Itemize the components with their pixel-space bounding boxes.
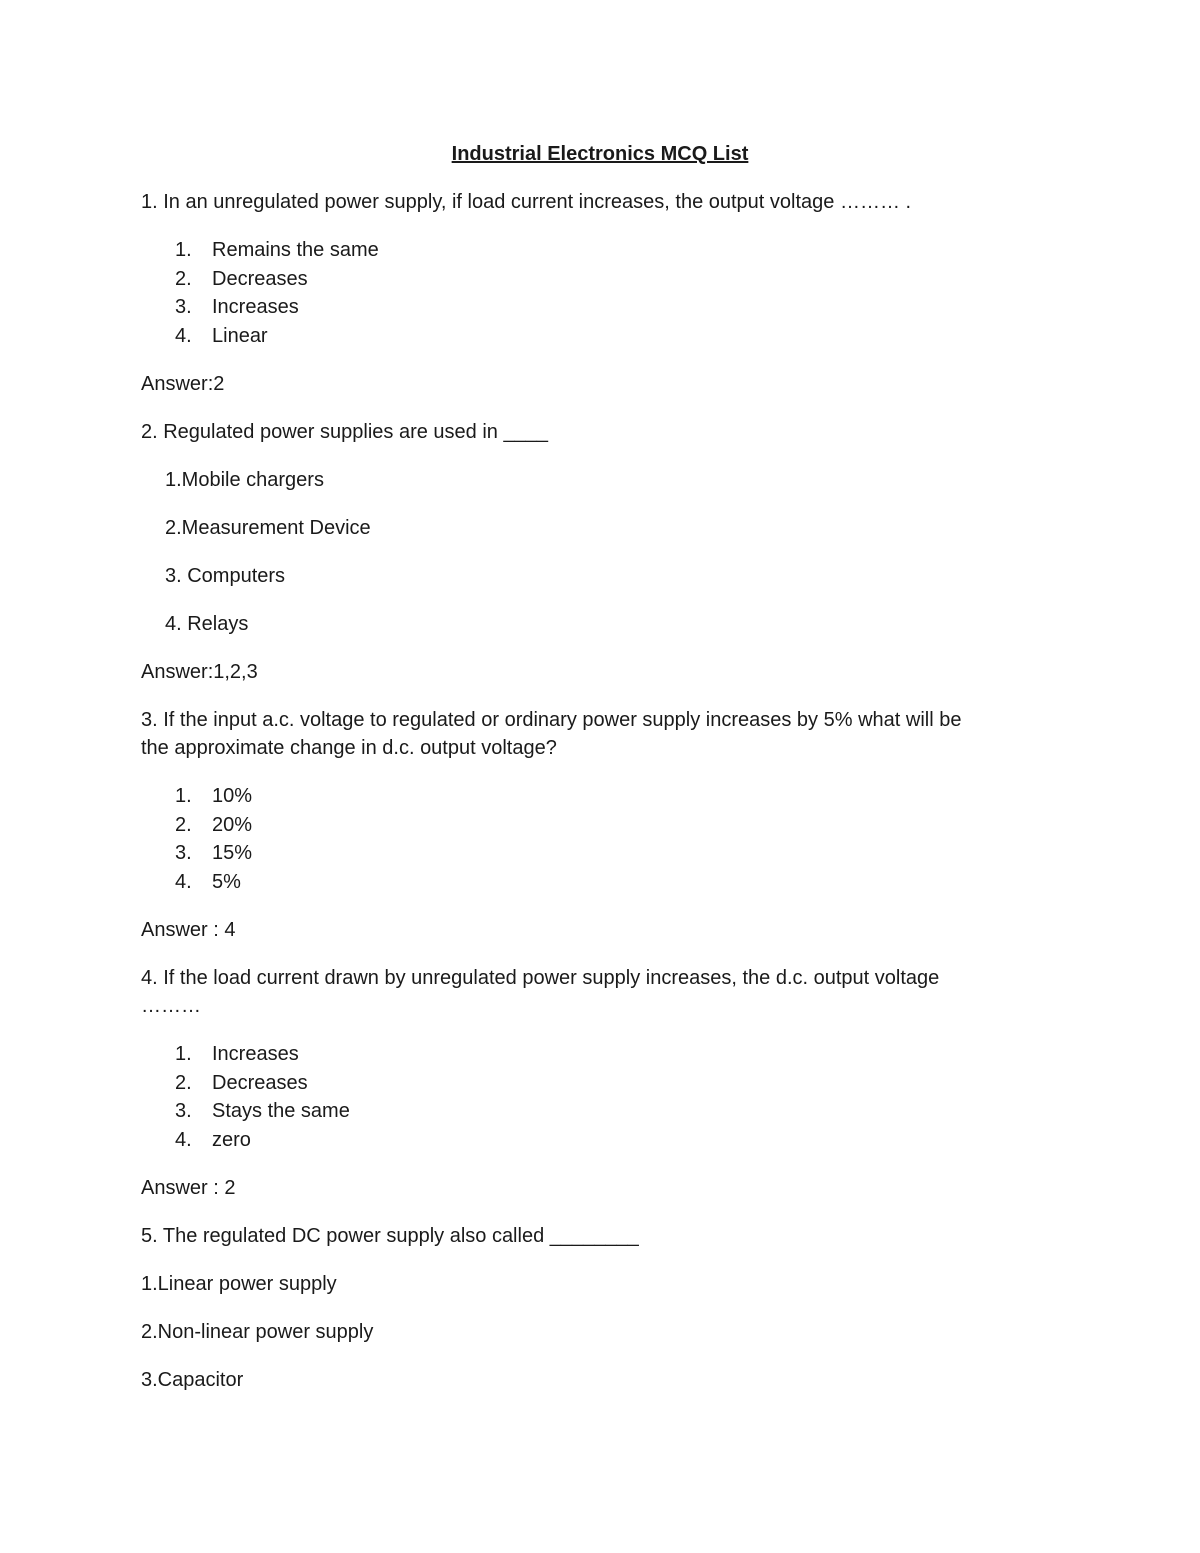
document-title: Industrial Electronics MCQ List [451,143,749,165]
option-text: Linear [212,324,268,347]
option-text: Remains the same [212,239,379,261]
list-item [141,839,1041,868]
option-text: 15% [212,842,253,864]
list-item [141,1126,1041,1155]
option-number: 4. [175,870,192,893]
question-1: 1. In an unregulated power supply, if load current increases, the output voltage ……… . [141,191,912,213]
answer-4: Answer : 2 [141,1177,236,1199]
question-2-option: 2.Measurement Device [165,517,371,539]
list-item [141,782,1041,811]
question-4-options [141,1040,1041,1154]
question-5: 5. The regulated DC power supply also called ________ [141,1225,639,1247]
question-3-line-2: the approximate change in d.c. output voltage? [141,737,557,759]
question-4-line-2: ……… [141,995,201,1017]
option-number: 3. [175,1100,192,1122]
list-item [141,322,1041,351]
answer-2: Answer:1,2,3 [141,661,258,683]
list-item [141,293,1041,322]
option-number: 4. [175,324,192,347]
list-item [141,1097,1041,1126]
option-number: 2. [175,267,192,290]
question-5-option: 2.Non-linear power supply [141,1321,374,1343]
question-3 [141,706,1041,762]
option-text: 5% [212,870,241,893]
option-text: Decreases [212,1071,308,1094]
question-2-option: 3. Computers [165,565,286,587]
list-item [141,1040,1041,1069]
option-number: 2. [175,813,192,836]
question-1-options [141,236,1041,350]
list-item [141,811,1041,840]
option-number: 4. [175,1128,192,1151]
option-text: Increases [212,296,299,318]
option-number: 3. [175,842,192,864]
list-item [141,265,1041,294]
question-3-options [141,782,1041,896]
answer-3: Answer : 4 [141,919,236,941]
option-text: 20% [212,813,253,836]
list-item [141,868,1041,897]
document-page [141,140,1041,1414]
question-2-option: 1.Mobile chargers [165,469,324,491]
question-4 [141,964,1041,1020]
option-number: 2. [175,1071,192,1094]
option-text: 10% [212,785,253,807]
list-item [141,236,1041,265]
answer-1: Answer:2 [141,373,225,395]
question-2: 2. Regulated power supplies are used in ____ [141,421,548,443]
option-number: 3. [175,296,192,318]
question-5-option: 3.Capacitor [141,1369,244,1391]
list-item [141,1069,1041,1098]
option-text: zero [212,1128,251,1151]
question-2-option: 4. Relays [165,613,249,635]
option-text: Increases [212,1043,299,1065]
option-number: 1. [175,1043,192,1065]
option-number: 1. [175,239,192,261]
question-4-line-1: 4. If the load current drawn by unregulated power supply increases, the d.c. output voltage [141,967,940,989]
option-text: Stays the same [212,1100,350,1122]
question-3-line-1: 3. If the input a.c. voltage to regulated or ordinary power supply increases by 5% what will be [141,709,962,731]
question-5-option: 1.Linear power supply [141,1273,337,1295]
option-number: 1. [175,785,192,807]
option-text: Decreases [212,267,308,290]
